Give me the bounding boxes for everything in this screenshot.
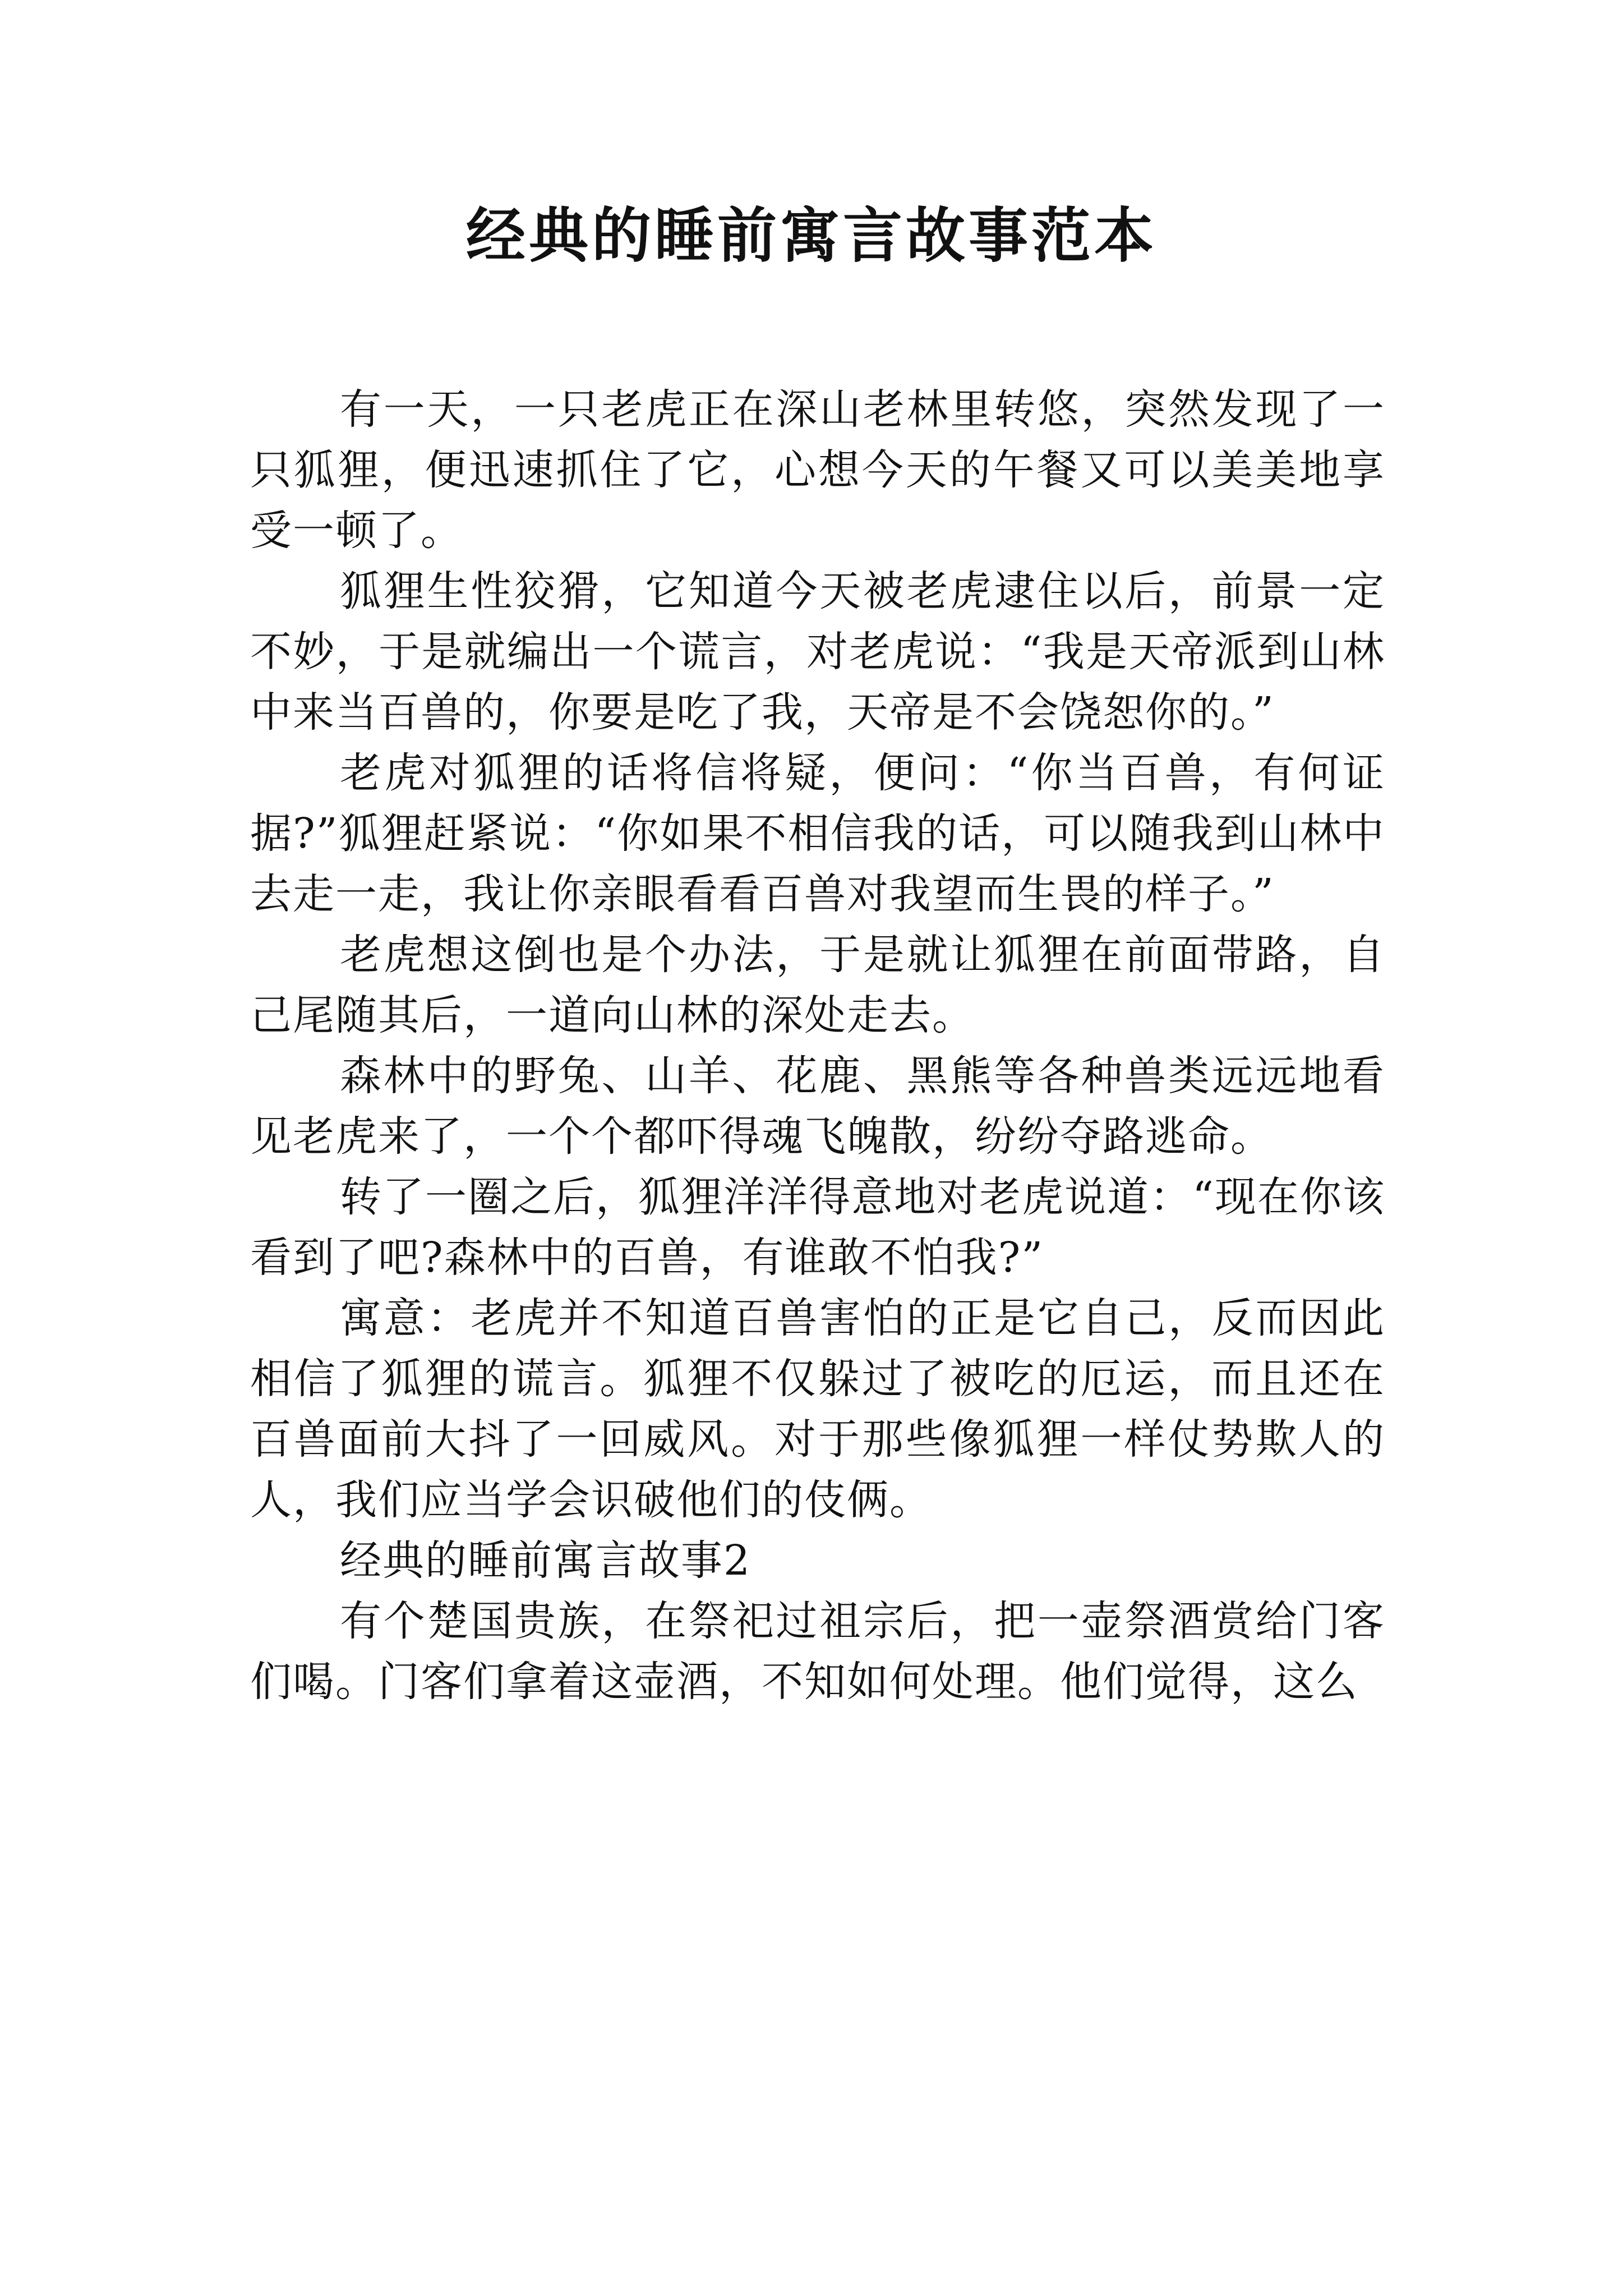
section-heading: 经典的睡前寓言故事2	[340, 1536, 751, 1585]
paragraph: 寓意：老虎并不知道百兽害怕的正是它自己，反而因此相信了狐狸的谎言。狐狸不仅躲过了被吃的厄运，而且还在百兽面前大抖了一回威风。对于那些像狐狸一样仗势欺人的人，我们应当学会识破他们的伎俩。	[250, 1294, 1385, 1524]
paragraph: 老虎对狐狸的话将信将疑，便问：“你当百兽，有何证据?”狐狸赶紧说：“你如果不相信我的话，可以随我到山林中去走一走，我让你亲眼看看百兽对我望而生畏的样子。”	[250, 749, 1385, 918]
paragraph: 狐狸生性狡猾，它知道今天被老虎逮住以后，前景一定不妙，于是就编出一个谎言，对老虎说：“我是天帝派到山林中来当百兽的，你要是吃了我，天帝是不会饶恕你的。”	[250, 567, 1385, 737]
paragraph: 有个楚国贵族，在祭祀过祖宗后，把一壶祭酒赏给门客们喝。门客们拿着这壶酒，不知如何处理。他们觉得，这么	[250, 1597, 1385, 1706]
paragraph: 有一天，一只老虎正在深山老林里转悠，突然发现了一只狐狸，便迅速抓住了它，心想今天的午餐又可以美美地享受一顿了。	[250, 385, 1385, 555]
document-title: 经典的睡前寓言故事范本	[466, 200, 1157, 270]
document-body	[250, 379, 1385, 1712]
paragraph: 转了一圈之后，狐狸洋洋得意地对老虎说道：“现在你该看到了吧?森林中的百兽，有谁敢不怕我?”	[250, 1173, 1385, 1282]
paragraph: 森林中的野兔、山羊、花鹿、黑熊等各种兽类远远地看见老虎来了，一个个都吓得魂飞魄散，纷纷夺路逃命。	[250, 1052, 1385, 1161]
paragraph: 老虎想这倒也是个办法，于是就让狐狸在前面带路，自己尾随其后，一道向山林的深处走去。	[250, 931, 1385, 1039]
